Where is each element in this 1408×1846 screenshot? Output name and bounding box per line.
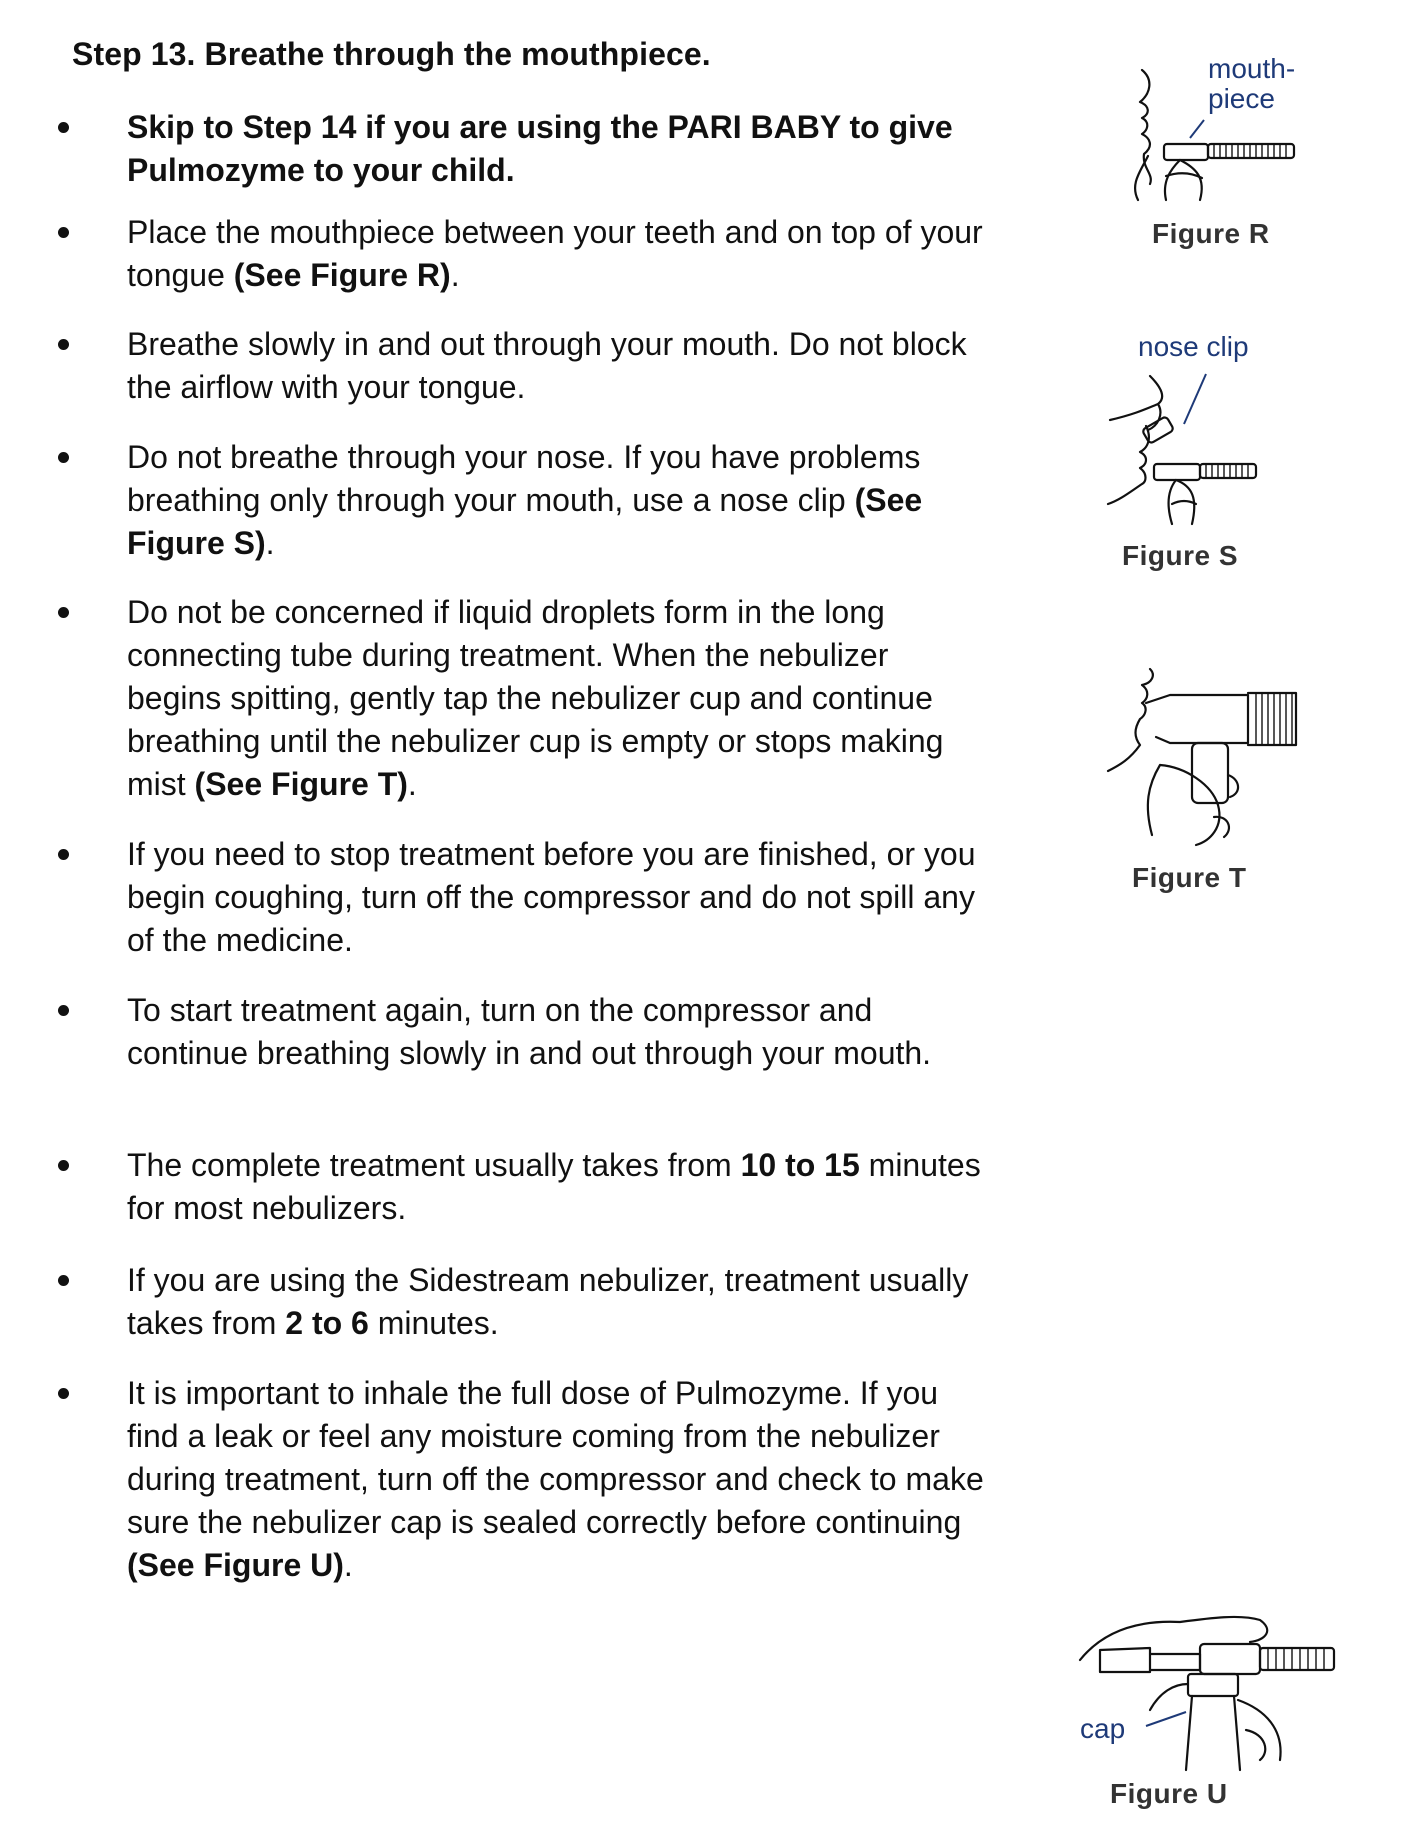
bullet-item — [127, 211, 987, 297]
bullet-item — [127, 106, 987, 192]
bullet-icon — [58, 339, 69, 350]
mouthpiece-label-line2: piece — [1208, 83, 1275, 114]
bullet-text: . — [265, 525, 275, 561]
figure-r — [1120, 50, 1320, 260]
bullet-text: . — [343, 1547, 353, 1583]
figure-t-caption: Figure T — [1132, 862, 1247, 893]
bullet-text: . — [407, 766, 417, 802]
nebulizer-illustration — [1100, 655, 1330, 855]
figure-s — [1100, 330, 1330, 580]
bold-text: Skip to Step 14 if you are using the PARI BABY to give Pulmozyme to your child. — [127, 109, 953, 188]
bullet-text: minutes for most nebulizers. — [127, 1147, 981, 1226]
bullet-icon — [58, 452, 69, 463]
bullet-text: If you need to stop treatment before you are finished, or you begin coughing, turn off the compressor and do not spill any of the medicine. — [127, 836, 976, 958]
bold-text: (See Figure U) — [127, 1547, 344, 1583]
bullet-text: Do not breathe through your nose. If you have problems breathing only through your mouth, use a nose clip — [127, 439, 921, 518]
bullet-item — [127, 989, 987, 1075]
bullet-item — [127, 1259, 987, 1345]
bold-text: (See Figure R) — [233, 257, 451, 293]
bold-text: (See Figure T) — [194, 766, 408, 802]
bullet-text: The complete treatment usually takes from — [127, 1147, 741, 1183]
bold-text: (See Figure S) — [127, 482, 923, 561]
bullet-item — [127, 436, 987, 565]
bullet-text: Breathe slowly in and out through your mouth. Do not block the airflow with your tongue. — [127, 326, 967, 405]
figure-s-caption: Figure S — [1122, 540, 1239, 571]
bullet-text: If you are using the Sidestream nebulizer, treatment usually takes from — [127, 1262, 969, 1341]
bullet-item — [127, 1144, 987, 1230]
nose-clip-label: nose clip — [1138, 331, 1249, 362]
nebulizer-cap-illustration — [1070, 1600, 1340, 1780]
bullet-text: Do not be concerned if liquid droplets form in the long connecting tube during treatment. When the nebulizer begins spitting, gently tap the nebulizer cup and continue breathing until the nebulizer cup is empty or stops making mist — [127, 594, 944, 802]
mouthpiece-label — [1208, 54, 1295, 114]
bullet-icon — [58, 227, 69, 238]
bullet-icon — [58, 1275, 69, 1286]
figure-u-caption: Figure U — [1110, 1778, 1228, 1809]
nose-clip-illustration — [1100, 364, 1330, 534]
bullet-icon — [58, 849, 69, 860]
bullet-item — [127, 1372, 987, 1587]
bullet-item — [127, 323, 987, 409]
cap-label: cap — [1080, 1713, 1126, 1744]
bullet-text: . — [450, 257, 460, 293]
bullet-text: To start treatment again, turn on the compressor and continue breathing slowly in and out through your mouth. — [127, 992, 932, 1071]
bullet-icon — [58, 122, 69, 133]
figure-u — [1070, 1600, 1340, 1830]
bullet-text: minutes. — [368, 1305, 499, 1341]
bullet-item — [127, 833, 987, 962]
bullet-icon — [58, 1160, 69, 1171]
bullet-text: It is important to inhale the full dose of Pulmozyme. If you find a leak or feel any moisture coming from the nebulizer during treatment, turn off the compressor and check to make sure the nebulizer cap is sealed correctly before continuing — [127, 1375, 984, 1540]
step-heading: Step 13. Breathe through the mouthpiece. — [72, 36, 711, 72]
bullet-item — [127, 591, 987, 806]
bullet-icon — [58, 1388, 69, 1399]
mouthpiece-label-line1: mouth- — [1208, 53, 1296, 84]
figure-r-caption: Figure R — [1152, 218, 1270, 249]
bullet-text: Place the mouthpiece between your teeth and on top of your tongue — [127, 214, 983, 293]
bullet-icon — [58, 607, 69, 618]
figure-t — [1100, 655, 1330, 905]
bold-text: 10 to 15 — [740, 1147, 860, 1183]
bullet-icon — [58, 1005, 69, 1016]
bold-text: 2 to 6 — [285, 1305, 369, 1341]
